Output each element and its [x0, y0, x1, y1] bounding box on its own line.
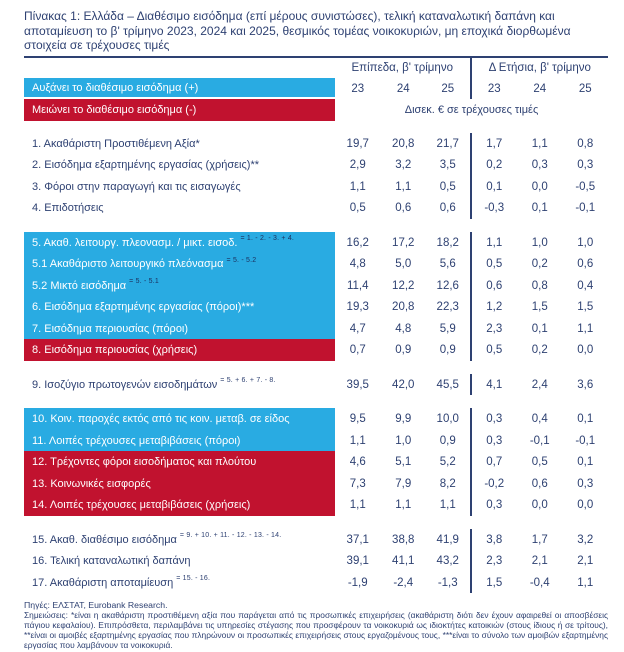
year-column-header: 23: [487, 82, 501, 95]
value-cell: 20,8: [392, 301, 415, 314]
value-cell: 2,3: [486, 555, 503, 568]
value-cell: -1,3: [426, 572, 472, 594]
row-group: [24, 529, 608, 594]
value-cell: 2,4: [531, 378, 548, 391]
table-row: [24, 197, 608, 219]
row-label: 5.1 Ακαθάριστο λειτουργικό πλεόνασμα = 5. - 5.2: [24, 253, 335, 275]
value-cell: 1,0: [577, 236, 594, 249]
spacer: [24, 121, 608, 133]
value-cell: 3,6: [577, 378, 594, 391]
year-column-header: 24: [533, 82, 547, 95]
formula-superscript: = 5. - 5.2: [226, 256, 257, 264]
value-cell: 0,1: [531, 202, 548, 215]
legend-increase-band: Αυξάνει το διαθέσιμο εισόδημα (+): [24, 78, 335, 100]
value-cell: 41,1: [392, 555, 415, 568]
value-cell: 4,1: [486, 378, 503, 391]
value-cell: 0,5: [426, 176, 472, 198]
column-group-header-row: [24, 58, 608, 78]
value-cell: 0,5: [486, 344, 503, 357]
value-cell: 1,1: [349, 180, 366, 193]
year-column-header: 23: [351, 82, 365, 95]
value-cell: 9,9: [395, 413, 412, 426]
value-cell: 12,2: [392, 279, 415, 292]
table-row: [24, 176, 608, 198]
value-cell: 3,5: [426, 154, 472, 176]
value-cell: 5,9: [426, 318, 472, 340]
table-row: [24, 430, 608, 452]
value-cell: -0,1: [575, 434, 596, 447]
row-group: [24, 133, 608, 219]
year-column-header: 24: [396, 82, 410, 95]
row-label: 16. Τελική καταναλωτική δαπάνη: [32, 555, 191, 568]
table-row: [24, 232, 608, 254]
units-label: Δισεκ. € σε τρέχουσες τιμές: [404, 104, 539, 117]
value-cell: 0,5: [531, 456, 548, 469]
value-cell: 7,9: [395, 477, 412, 490]
value-cell: 0,8: [531, 279, 548, 292]
row-label: 5.2 Μικτό εισόδημα = 5. - 5.1: [24, 275, 335, 297]
value-cell: 0,9: [395, 344, 412, 357]
value-cell: 0,0: [531, 180, 548, 193]
value-cell: 1,1: [531, 137, 548, 150]
row-group: [24, 374, 608, 396]
table-title: Πίνακας 1: Ελλάδα – Διαθέσιμο εισόδημα (επί μέρους συνιστώσες), τελική καταναλωτική δαπάνη και αποταμίευση το β' τρίμηνο 2023, 2024 και 2025, θεσμικός τομέας νοικοκυριών, μη εποχικά διορθωμένα στοιχεία σε τρέχουσες τιμές: [24, 9, 571, 53]
value-cell: 0,7: [486, 456, 503, 469]
value-cell: 1,7: [486, 137, 503, 150]
value-cell: 0,7: [349, 344, 366, 357]
value-cell: 0,4: [531, 413, 548, 426]
value-cell: 0,6: [577, 258, 594, 271]
value-cell: 5,1: [395, 456, 412, 469]
value-cell: 0,6: [395, 202, 412, 215]
value-cell: 22,3: [426, 296, 472, 318]
row-label: 17. Ακαθάριστη αποταμίευση = 15. - 16.: [32, 575, 211, 589]
value-cell: 2,9: [349, 159, 366, 172]
value-cell: 0,1: [577, 456, 594, 469]
row-label: 2. Εισόδημα εξαρτημένης εργασίας (χρήσεις)**: [32, 159, 260, 172]
value-cell: 18,2: [426, 232, 472, 254]
formula-superscript: = 9. + 10. + 11. - 12. - 13. - 14.: [179, 532, 282, 540]
value-cell: 1,1: [395, 180, 412, 193]
value-cell: 1,1: [577, 576, 594, 589]
formula-superscript: = 5. + 6. + 7. - 8.: [220, 377, 276, 385]
value-cell: 4,7: [349, 322, 366, 335]
year-column-header: 25: [426, 78, 472, 100]
value-cell: -0,2: [484, 477, 505, 490]
value-cell: 38,8: [392, 533, 415, 546]
value-cell: -0,4: [529, 576, 550, 589]
row-label: 3. Φόροι στην παραγωγή και τις εισαγωγές: [32, 180, 241, 193]
table-row: [24, 473, 608, 495]
value-cell: 1,7: [531, 533, 548, 546]
value-cell: 0,1: [531, 322, 548, 335]
table-footer: [24, 600, 608, 650]
value-cell: 0,9: [426, 430, 472, 452]
row-label: 10. Κοιν. παροχές εκτός από τις κοιν. μεταβ. σε είδος: [24, 408, 335, 430]
value-cell: 5,0: [395, 258, 412, 271]
value-cell: 0,2: [531, 344, 548, 357]
value-cell: 2,1: [531, 555, 548, 568]
value-cell: 9,5: [349, 413, 366, 426]
value-cell: 1,1: [426, 494, 472, 516]
value-cell: -0,1: [575, 202, 596, 215]
value-cell: 19,3: [346, 301, 369, 314]
table-row: [24, 339, 608, 361]
table-row: [24, 154, 608, 176]
formula-superscript: = 5. - 5.1: [129, 278, 159, 286]
value-cell: 4,8: [395, 322, 412, 335]
column-group-levels: Επίπεδα, β' τρίμηνο: [335, 58, 472, 78]
value-cell: 0,4: [577, 279, 594, 292]
value-cell: 3,2: [395, 159, 412, 172]
value-cell: 0,0: [531, 499, 548, 512]
column-group-annual-change: Δ Ετήσια, β' τρίμηνο: [488, 61, 591, 74]
value-cell: 0,9: [426, 339, 472, 361]
row-label: 13. Κοινωνικές εισφορές: [24, 473, 335, 495]
sources-line: Πηγές: ΕΛΣΤΑΤ, Eurobank Research.: [24, 600, 168, 611]
value-cell: 1,5: [486, 576, 503, 589]
value-cell: 0,0: [577, 344, 594, 357]
table-row: [24, 451, 608, 473]
value-cell: 0,3: [486, 413, 503, 426]
row-group: [24, 408, 608, 516]
legend-decrease-band: Μειώνει το διαθέσιμο εισόδημα (-): [24, 99, 335, 121]
value-cell: 1,0: [531, 236, 548, 249]
table-row: [24, 275, 608, 297]
value-cell: 5,2: [426, 451, 472, 473]
value-cell: 11,4: [346, 279, 369, 292]
value-cell: 8,2: [426, 473, 472, 495]
value-cell: 0,6: [486, 279, 503, 292]
value-cell: 21,7: [426, 133, 472, 155]
value-cell: 1,1: [395, 499, 412, 512]
value-cell: 1,5: [531, 301, 548, 314]
value-cell: 0,3: [486, 434, 503, 447]
value-cell: 0,1: [577, 413, 594, 426]
row-label: 9. Ισοζύγιο πρωτογενών εισοδημάτων = 5. + 6. + 7. - 8.: [32, 377, 276, 391]
row-label: 4. Επιδοτήσεις: [32, 202, 104, 215]
value-cell: 7,3: [349, 477, 366, 490]
value-cell: 42,0: [392, 378, 415, 391]
value-cell: -2,4: [393, 576, 414, 589]
value-cell: 1,2: [486, 301, 503, 314]
value-cell: 0,3: [531, 159, 548, 172]
value-cell: 1,1: [486, 236, 503, 249]
value-cell: 0,6: [531, 477, 548, 490]
row-label: 15. Ακαθ. διαθέσιμο εισόδημα = 9. + 10. + 11. - 12. - 13. - 14.: [32, 532, 282, 546]
value-cell: 0,5: [486, 258, 503, 271]
table-row: [24, 133, 608, 155]
value-cell: 1,1: [577, 322, 594, 335]
value-cell: 17,2: [392, 236, 415, 249]
value-cell: 10,0: [426, 408, 472, 430]
row-label: 1. Ακαθάριστη Προστιθέμενη Αξία*: [32, 137, 200, 150]
value-cell: 0,8: [577, 137, 594, 150]
years-row: [24, 78, 608, 100]
year-column-header: 25: [578, 82, 592, 95]
formula-superscript: = 1. - 2. - 3. + 4.: [240, 235, 295, 243]
value-cell: 39,5: [346, 378, 369, 391]
value-cell: 0,5: [349, 202, 366, 215]
table-row: [24, 253, 608, 275]
table-row: [24, 572, 608, 594]
value-cell: 1,1: [349, 499, 366, 512]
value-cell: 19,7: [346, 137, 369, 150]
notes-paragraph: Σημειώσεις: *είναι η ακαθάριστη προστιθέμενη αξία που παράγεται από τις προσωπικές επιχειρήσεις (ακαθάριστη διότι δεν έχουν αφαιρεθεί οι αποσβέσεις πάγιου κεφαλαίου). Επιπρόσθετα, περιλαμβάνει τις υπηρεσίες στέγασης που προσφέρουν τα νοικοκυριά ως ιδιοκτήτες κατοικιών (στους ίδιους ή σε τρίτους), **είναι οι αμοιβές εξαρτημένης εργασίας που πληρώνουν οι προσωπικές επιχειρήσεις στους εργαζομένους τους, ***είναι το σύνολο των αμοιβών εξαρτημένης εργασίας που λαμβάνουν τα νοικοκυριά.: [24, 610, 608, 650]
row-label: 14. Λοιπές τρέχουσες μεταβιβάσεις (χρήσεις): [24, 494, 335, 516]
value-cell: 1,0: [395, 434, 412, 447]
value-cell: -0,5: [575, 180, 596, 193]
value-cell: 39,1: [346, 555, 369, 568]
value-cell: 4,8: [349, 258, 366, 271]
table-row: [24, 408, 608, 430]
value-cell: 20,8: [392, 137, 415, 150]
empty-header-cell: [24, 58, 335, 78]
row-label: 7. Εισόδημα περιουσίας (πόροι): [24, 318, 335, 340]
value-cell: 12,6: [426, 275, 472, 297]
value-cell: 0,2: [531, 258, 548, 271]
value-cell: 0,2: [486, 159, 503, 172]
value-cell: 5,6: [426, 253, 472, 275]
data-table: [24, 58, 608, 594]
table-row: [24, 529, 608, 551]
value-cell: 0,1: [486, 180, 503, 193]
table-row: [24, 374, 608, 396]
table-row: [24, 550, 608, 572]
table-row: [24, 296, 608, 318]
row-label: 6. Εισόδημα εξαρτημένης εργασίας (πόροι)***: [24, 296, 335, 318]
row-label: 8. Εισόδημα περιουσίας (χρήσεις): [24, 339, 335, 361]
value-cell: 0,0: [577, 499, 594, 512]
value-cell: 0,3: [577, 477, 594, 490]
value-cell: 43,2: [426, 550, 472, 572]
value-cell: 1,5: [577, 301, 594, 314]
value-cell: 2,3: [486, 322, 503, 335]
value-cell: 4,6: [349, 456, 366, 469]
row-label: 11. Λοιπές τρέχουσες μεταβιβάσεις (πόροι): [24, 430, 335, 452]
row-label: 12. Τρέχοντες φόροι εισοδήματος και πλούτου: [24, 451, 335, 473]
value-cell: 1,1: [349, 434, 366, 447]
units-row: [24, 99, 608, 121]
value-cell: 0,3: [577, 159, 594, 172]
row-label: 5. Ακαθ. λειτουργ. πλεονασμ. / μικτ. εισοδ. = 1. - 2. - 3. + 4.: [24, 232, 335, 254]
value-cell: 37,1: [346, 533, 369, 546]
value-cell: 0,3: [486, 499, 503, 512]
row-group: [24, 232, 608, 361]
table-row: [24, 318, 608, 340]
value-cell: -0,3: [484, 202, 505, 215]
table-row: [24, 494, 608, 516]
formula-superscript: = 15. - 16.: [176, 575, 211, 583]
table-body: [24, 133, 608, 594]
value-cell: 16,2: [346, 236, 369, 249]
value-cell: 3,2: [577, 533, 594, 546]
value-cell: 45,5: [426, 374, 472, 396]
value-cell: 3,8: [486, 533, 503, 546]
value-cell: 41,9: [426, 529, 472, 551]
value-cell: -1,9: [347, 576, 368, 589]
value-cell: -0,1: [529, 434, 550, 447]
value-cell: 0,6: [426, 197, 472, 219]
value-cell: 2,1: [577, 555, 594, 568]
